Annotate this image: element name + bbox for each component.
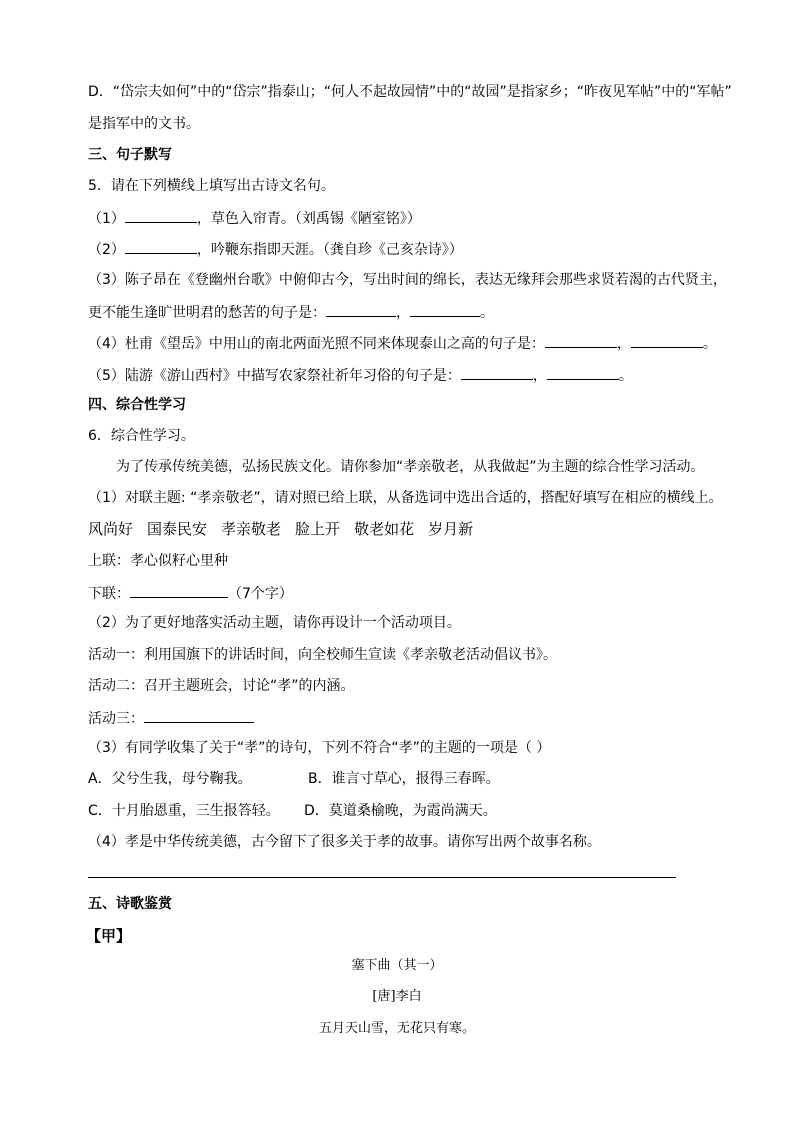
lower-couplet-label: 下联： <box>88 586 130 602</box>
upper-couplet: 上联：孝心似籽心里种 <box>88 553 228 569</box>
separator: ， <box>532 368 547 384</box>
answer-blank[interactable] <box>144 707 254 723</box>
period: 。 <box>702 336 717 352</box>
q5-item-5-text: （5）陆游《游山西村》中描写农家祭社祈年习俗的句子是： <box>88 368 461 384</box>
lower-couplet <box>88 582 293 604</box>
option-word: 脸上开 <box>295 520 341 538</box>
q5-item-3-line2 <box>88 301 494 323</box>
q5-item-3-text: 更不能生逢旷世明君的愁苦的句子是： <box>88 305 326 321</box>
choice-c[interactable]: C．十月胎恩重，三生报答轻。 <box>88 803 280 819</box>
poem-title: 塞下曲（其一） <box>351 958 443 973</box>
poem-author: [唐]李白 <box>372 989 422 1004</box>
option-d-line1: D．“岱宗夫如何”中的“岱宗”指泰山；“何人不起故园情”中的“故园”是指家乡；“昨夜见军帖”中的“军帖” <box>88 84 732 100</box>
q6-part-4: （4）孝是中华传统美德，古今留下了很多关于孝的故事。请你写出两个故事名称。 <box>88 834 601 850</box>
separator: ， <box>616 336 631 352</box>
section-heading-5: 五、诗歌鉴赏 <box>88 896 172 912</box>
choice-b[interactable]: B．谁言寸草心，报得三春晖。 <box>308 771 500 787</box>
q5-item-5 <box>88 364 633 386</box>
answer-blank[interactable] <box>125 238 197 254</box>
choice-a[interactable]: A．父兮生我，母兮鞠我。 <box>88 771 252 787</box>
answer-blank[interactable] <box>410 301 480 317</box>
option-word: 孝亲敬老 <box>221 520 282 538</box>
answer-blank[interactable] <box>631 332 703 348</box>
question-6-stem: 6．综合性学习。 <box>88 428 195 444</box>
period: 。 <box>480 305 494 321</box>
answer-line[interactable] <box>88 877 676 878</box>
answer-blank[interactable] <box>547 364 619 380</box>
option-words <box>88 519 473 539</box>
activity-2: 活动二：召开主题班会，讨论“孝”的内涵。 <box>88 678 355 694</box>
option-word: 敬老如花 <box>354 520 415 538</box>
choices-ab <box>88 769 500 789</box>
q5-item-2-number: （2） <box>88 242 125 258</box>
q5-item-1-text: ，草色入帘青。（刘禹锡《陋室铭》） <box>196 211 421 227</box>
q5-item-3-line1: （3）陈子昂在《登幽州台歌》中俯仰古今，写出时间的绵长，表达无缘拜会那些求贤若渴的古代贤主， <box>88 272 727 288</box>
q5-item-1 <box>88 207 421 229</box>
q6-part-3: （3）有同学收集了关于“孝”的诗句，下列不符合“孝”的主题的一项是（ ） <box>88 740 551 756</box>
question-5-stem: 5．请在下列横线上填写出古诗文名句。 <box>88 178 335 194</box>
q6-part-2: （2）为了更好地落实活动主题，请你再设计一个活动项目。 <box>88 615 461 631</box>
option-word: 国泰民安 <box>147 520 208 538</box>
section-heading-4: 四、综合性学习 <box>88 397 186 413</box>
part-label-jia: 【甲】 <box>86 927 132 945</box>
q5-item-4-text: （4）杜甫《望岳》中用山的南北两面光照不同来体现泰山之高的句子是： <box>88 336 545 352</box>
separator: ， <box>396 305 410 321</box>
q5-item-2-text: ，吟鞭东指即天涯。（龚自珍《己亥杂诗》） <box>196 242 463 258</box>
choices-cd <box>88 801 497 821</box>
q5-item-4 <box>88 332 717 354</box>
q5-item-2 <box>88 238 463 260</box>
section-heading-3: 三、句子默写 <box>88 147 172 163</box>
answer-blank[interactable] <box>545 332 617 348</box>
activity-1: 活动一：利用国旗下的讲话时间，向全校师生宣读《孝亲敬老活动倡议书》。 <box>88 647 557 663</box>
lower-couplet-note: （7个字） <box>228 586 293 602</box>
q6-intro: 为了传承传统美德，弘扬民族文化。请你参加“孝亲敬老，从我做起”为主题的综合性学习活动。 <box>116 459 705 475</box>
option-word: 风尚好 <box>88 520 134 538</box>
q5-item-1-number: （1） <box>88 211 125 227</box>
activity-3-label: 活动三： <box>88 711 144 727</box>
activity-3 <box>88 707 254 729</box>
poem-line-1: 五月天山雪，无花只有寒。 <box>318 1021 475 1036</box>
answer-blank[interactable] <box>461 364 533 380</box>
q6-part-1: （1）对联主题: “孝亲敬老”，请对照已给上联，从备选词中选出合适的，搭配好填写在相应的横线上。 <box>88 490 723 506</box>
option-d-line2: 是指军中的文书。 <box>88 116 200 132</box>
answer-blank[interactable] <box>326 301 396 317</box>
answer-blank[interactable] <box>130 582 228 598</box>
choice-d[interactable]: D．莫道桑榆晚，为霞尚满天。 <box>304 803 497 819</box>
answer-blank[interactable] <box>125 207 197 223</box>
option-word: 岁月新 <box>428 520 474 538</box>
period: 。 <box>618 368 633 384</box>
